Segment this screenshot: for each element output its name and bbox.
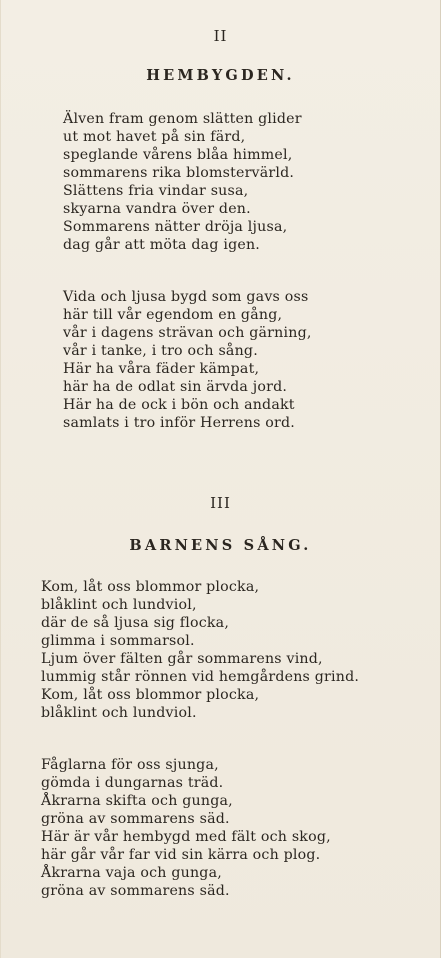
- poem-line: här ha de odlat sin ärvda jord.: [63, 379, 288, 395]
- poem-line: Åkrarna vaja och gunga,: [41, 865, 222, 881]
- poem-title-hembygden: HEMBYGDEN.: [146, 67, 295, 84]
- poem-line: där de så ljusa sig flocka,: [41, 615, 230, 631]
- poem-line: Här ha våra fäder kämpat,: [63, 361, 260, 377]
- poem-line: gröna av sommarens säd.: [41, 883, 230, 899]
- poem-line: Sommarens nätter dröja ljusa,: [63, 219, 288, 235]
- poem-line: Slättens fria vindar susa,: [63, 183, 249, 199]
- poem-line: vår i dagens strävan och gärning,: [63, 325, 312, 341]
- poem-line: Fåglarna för oss sjunga,: [41, 757, 219, 773]
- section-numeral-3: III: [210, 494, 231, 512]
- stanza-hembygden-1: [63, 110, 302, 254]
- poem-title-barnens-sang: BARNENS SÅNG.: [129, 537, 312, 554]
- poem-line: glimma i sommarsol.: [41, 633, 195, 649]
- poem-line: Åkrarna skifta och gunga,: [41, 793, 233, 809]
- poem-line: samlats i tro inför Herrens ord.: [63, 415, 295, 431]
- poem-line: här till vår egendom en gång,: [63, 307, 283, 323]
- stanza-barnens-sang-1: [41, 578, 359, 722]
- poem-line: dag går att möta dag igen.: [63, 237, 260, 253]
- poem-line: speglande vårens blåa himmel,: [63, 147, 293, 163]
- poem-line: här går vår far vid sin kärra och plog.: [41, 847, 321, 863]
- poem-line: lummig står rönnen vid hemgårdens grind.: [41, 669, 360, 685]
- poem-line: Vida och ljusa bygd som gavs oss: [63, 289, 309, 305]
- poem-line: gömda i dungarnas träd.: [41, 775, 224, 791]
- poem-line: blåklint och lundviol.: [41, 705, 197, 721]
- poem-line: Här är vår hembygd med fält och skog,: [41, 829, 331, 845]
- poem-line: gröna av sommarens säd.: [41, 811, 230, 827]
- poem-line: Kom, låt oss blommor plocka,: [41, 687, 260, 703]
- poem-line: blåklint och lundviol,: [41, 597, 197, 613]
- poem-line: Älven fram genom slätten glider: [63, 111, 302, 127]
- poem-line: sommarens rika blomstervärld.: [63, 165, 295, 181]
- poem-line: skyarna vandra över den.: [63, 201, 251, 217]
- poem-line: ut mot havet på sin färd,: [63, 129, 246, 145]
- poem-line: Här ha de ock i bön och andakt: [63, 397, 295, 413]
- stanza-barnens-sang-2: [41, 756, 331, 900]
- poem-line: vår i tanke, i tro och sång.: [63, 343, 258, 359]
- stanza-hembygden-2: [63, 288, 312, 432]
- poem-line: Kom, låt oss blommor plocka,: [41, 579, 260, 595]
- poem-line: Ljum över fälten går sommarens vind,: [41, 651, 323, 667]
- section-numeral-2: II: [213, 27, 228, 45]
